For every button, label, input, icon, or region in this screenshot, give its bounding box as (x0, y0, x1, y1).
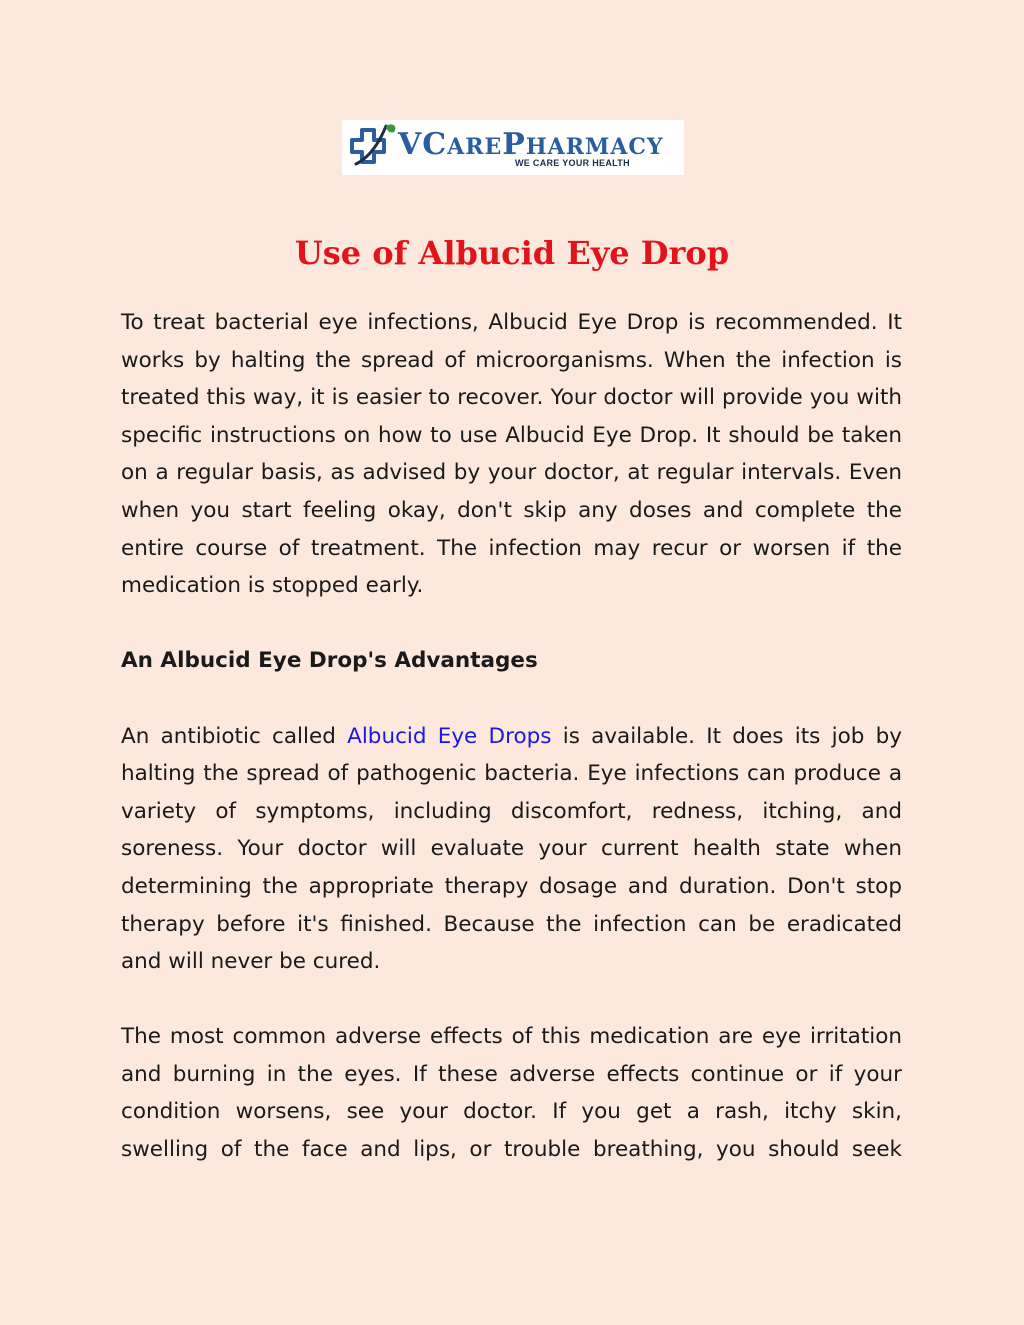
logo-tagline: WE CARE YOUR HEALTH (515, 158, 630, 168)
intro-paragraph: To treat bacterial eye infections, Albucid Eye Drop is recommended. It works by halting the spread of microorganisms. When the infection is treated this way, it is easier to recover. Your doctor will provide you with specific instructions on how to use Albucid Eye Drop. It should be taken on a regular basis, as advised by your doctor, at regular intervals. Even when you start feeling okay, don't skip any doses and complete the entire course of treatment. The infection may recur or worsen if the medication is stopped early. (121, 310, 902, 599)
advantages-heading: An Albucid Eye Drop's Advantages (121, 648, 538, 674)
logo-brand-part-1: VC (398, 127, 448, 162)
document-body (121, 304, 902, 1206)
logo-brand-part-3: P (502, 127, 526, 162)
medical-cross-icon (342, 120, 402, 175)
logo-brand-part-2: ARE (447, 134, 503, 160)
logo-brand-part-4: HARMACY (525, 134, 664, 160)
logo-wordmark (398, 128, 680, 162)
document-title: Use of Albucid Eye Drop (294, 234, 730, 272)
advantages-text-after-link: is available. It does its job by halting the spread of pathogenic bacteria. Eye infections can produce a variety of symptoms, including discomfort, redness, itching, and soreness. Your doctor will evaluate your current health state when determining the appropriate therapy dosage and duration. Don't stop therapy before it's finished. Because the infection can be eradicated and will never be cured. (121, 723, 903, 975)
advantages-text-before-link: An antibiotic called (121, 723, 348, 749)
side-effects-paragraph: The most common adverse effects of this medication are eye irritation and burning in the eyes. If these adverse effects continue or if your condition worsens, see your doctor. If you get a rash, itchy skin, swelling of the face and lips, or trouble breathing, you should seek (121, 1024, 902, 1163)
vcare-pharmacy-logo (342, 120, 684, 175)
albucid-eye-drops-link[interactable]: Albucid Eye Drops (347, 723, 552, 749)
advantages-paragraph (121, 718, 902, 981)
